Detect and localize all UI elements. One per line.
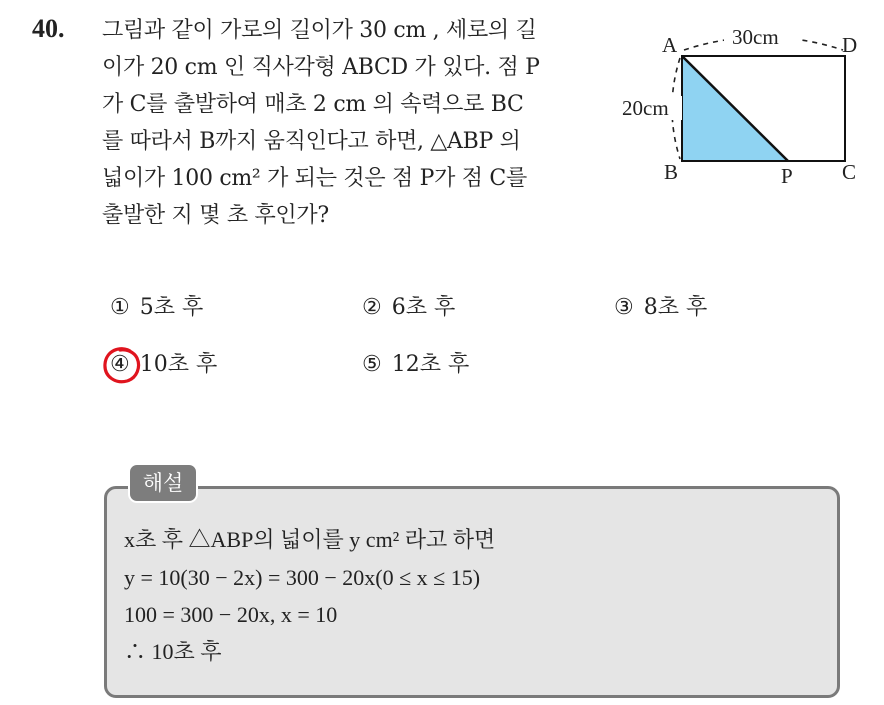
choice-text: 6초 후 xyxy=(391,295,456,320)
rectangle-diagram xyxy=(600,20,880,200)
height-label: 20cm xyxy=(622,96,669,120)
choice-mark: ② xyxy=(362,295,382,320)
choice-3[interactable] xyxy=(614,292,707,324)
question-text xyxy=(102,12,602,234)
point-p-label: P xyxy=(781,164,793,188)
choice-1[interactable] xyxy=(110,292,203,324)
solution-line: 100 = 300 − 20x, x = 10 xyxy=(124,602,338,627)
question-line: 출발한 지 몇 초 후인가? xyxy=(102,203,329,228)
vertex-c-label: C xyxy=(842,160,857,184)
choice-mark: ④ xyxy=(110,352,130,377)
choice-text: 10초 후 xyxy=(139,352,218,377)
choice-mark: ③ xyxy=(614,295,634,320)
choice-mark: ⑤ xyxy=(362,352,382,377)
solution-line: x초 후 △ABP의 넓이를 y cm² 라고 하면 xyxy=(124,527,496,552)
choice-text: 8초 후 xyxy=(643,295,708,320)
solution-line: ∴ 10초 후 xyxy=(124,639,222,664)
choice-5[interactable] xyxy=(362,349,469,381)
vertex-b-label: B xyxy=(664,160,679,184)
question-line: 넓이가 100 cm² 가 되는 것은 점 P가 점 C를 xyxy=(102,166,527,191)
vertex-a-label: A xyxy=(662,33,678,57)
width-label: 30cm xyxy=(732,25,779,49)
solution-tag: 해설 xyxy=(128,463,198,503)
choice-2[interactable] xyxy=(362,292,455,324)
answer-circle-icon xyxy=(100,343,144,387)
question-line: 를 따라서 B까지 움직인다고 하면, △ABP 의 xyxy=(102,129,521,154)
question-number: 40. xyxy=(32,14,65,43)
rectangle-figure xyxy=(600,20,880,200)
choice-text: 12초 후 xyxy=(391,352,470,377)
question-line: 이가 20 cm 인 직사각형 ABCD 가 있다. 점 P xyxy=(102,55,540,80)
choice-text: 5초 후 xyxy=(139,295,204,320)
question-line: 가 C를 출발하여 매초 2 cm 의 속력으로 BC xyxy=(102,92,524,117)
solution-line: y = 10(30 − 2x) = 300 − 20x(0 ≤ x ≤ 15) xyxy=(124,565,481,590)
choice-mark: ① xyxy=(110,295,130,320)
question-line: 그림과 같이 가로의 길이가 30 cm , 세로의 길 xyxy=(102,18,537,43)
vertex-d-label: D xyxy=(842,33,858,57)
